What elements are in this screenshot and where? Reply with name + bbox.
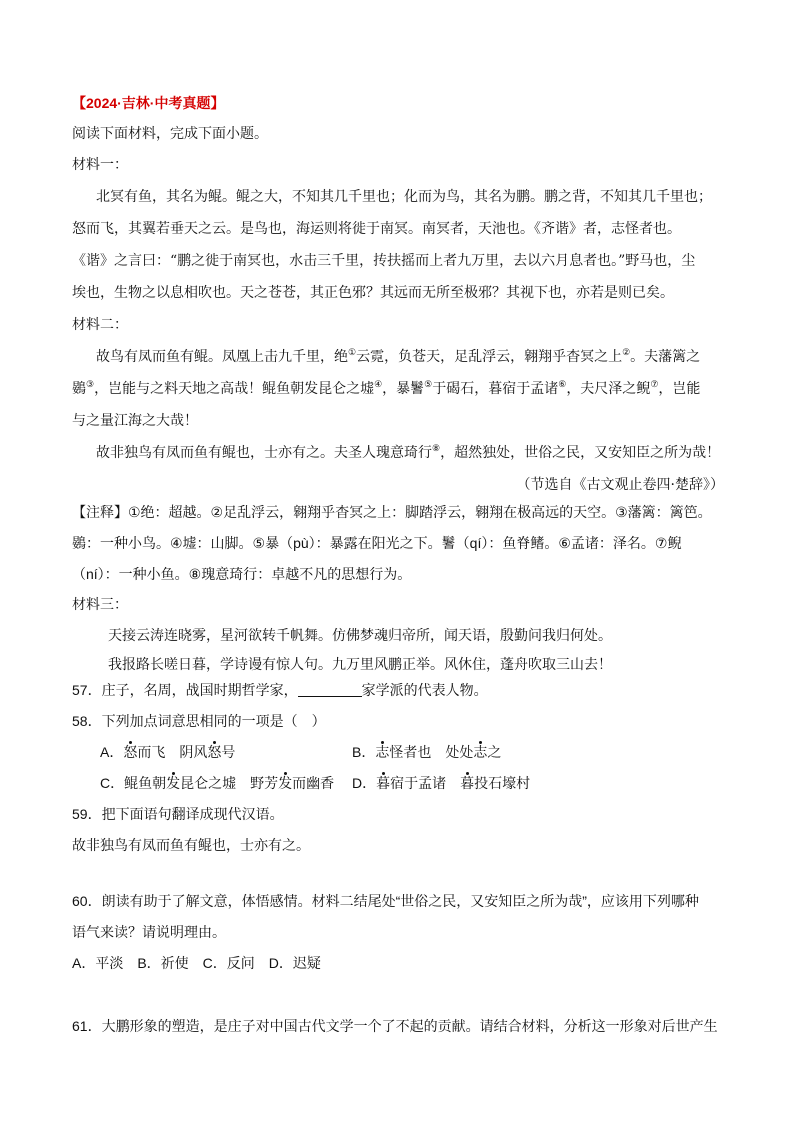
dotted-char: 暮 [460, 775, 475, 791]
text-run: 鷃 [72, 381, 86, 397]
option-c[interactable] [100, 773, 334, 793]
material2-line [72, 379, 700, 399]
footnote-mark: ⑧ [432, 444, 441, 454]
notes-line: 鷃：一种小鸟。④墟：山脚。⑤暴（pù）：暴露在阳光之下。鬐（qí）：鱼脊鳍。⑥孟诸：泽名。⑦鲵 [72, 535, 682, 551]
text-run: ，岂能 [658, 381, 701, 397]
text-run: 宿于孟诸 [390, 775, 447, 791]
text-run: 于碣石，暮宿于孟诸 [432, 381, 559, 397]
dotted-char: 志 [473, 744, 488, 760]
footnote-mark: ① [348, 348, 357, 358]
text-run: 而飞 [137, 744, 166, 760]
question-61: 61．大鹏形象的塑造，是庄子对中国古代文学一个了不起的贡献。请结合材料，分析这一形象对后世产生 [72, 1018, 718, 1034]
material3-label: 材料三： [72, 597, 128, 613]
notes-line: 【注释】①绝：超越。②足乱浮云，翱翔乎杳冥之上：脚踏浮云，翱翔在极高远的天空。③藩篱：篱笆。 [72, 504, 712, 520]
option-label: D． [352, 775, 377, 791]
text-run: 阴风 [179, 744, 208, 760]
text-run: 鲲鱼朝 [124, 775, 167, 791]
footnote-mark: ④ [374, 380, 383, 390]
material2-line [96, 443, 720, 463]
dotted-char: 志 [375, 744, 390, 760]
question-60-line2: 语气来读？请说明理由。 [72, 924, 226, 940]
option-label: A． [100, 744, 124, 760]
text-run: 故鸟有凤而鱼有鲲。凤凰上击九千里，绝 [96, 349, 348, 365]
answer-blank[interactable] [298, 682, 362, 697]
dotted-char: 怒 [123, 744, 138, 760]
option-b[interactable] [352, 742, 501, 762]
text-run: ，岂能与之料天地之高哉！鲲鱼朝发昆仑之墟 [94, 381, 375, 397]
material1-line: 埃也，生物之以息相吹也。天之苍苍，其正色邪？其远而无所至极邪？其视下也，亦若是则已矣。 [72, 285, 674, 301]
footnote-mark: ② [622, 348, 631, 358]
dotted-char: 暮 [376, 775, 391, 791]
question-59-sentence: 故非独鸟有凤而鱼有鲲也，士亦有之。 [72, 837, 310, 853]
text-run: ，夫尺泽之鲵 [566, 381, 651, 397]
notes-line: （ní）：一种小鱼。⑧瑰意琦行：卓越不凡的思想行为。 [72, 566, 412, 582]
text-run: 之 [487, 744, 502, 760]
material1-line: 怒而飞，其翼若垂天之云。是鸟也，海运则将徙于南冥。南冥者，天池也。《齐谐》者，志怪者也。 [72, 221, 681, 237]
material2-line [96, 347, 700, 367]
text-run: 投石壕村 [474, 775, 531, 791]
question-60-options[interactable]: A．平淡 B．祈使 C．反问 D．迟疑 [72, 955, 321, 971]
footnote-mark: ③ [86, 380, 95, 390]
text-run: 57．庄子，名周，战国时期哲学家， [72, 682, 298, 698]
footnote-mark: ⑥ [558, 380, 567, 390]
text-run: 。夫藩篱之 [630, 349, 701, 365]
text-run: 而幽香 [292, 775, 335, 791]
material3-line: 天接云涛连晓雾，星河欲转千帆舞。仿佛梦魂归帝所，闻天语，殷勤问我归何处。 [108, 628, 612, 644]
dotted-char: 发 [166, 775, 181, 791]
material1-label: 材料一： [72, 157, 128, 173]
material3-line: 我报路长嗟日暮，学诗谩有惊人句。九万里风鹏正举。风休住，蓬舟吹取三山去！ [108, 657, 612, 673]
text-run: 故非独鸟有凤而鱼有鲲也，士亦有之。夫圣人瑰意琦行 [96, 445, 432, 461]
instruction: 阅读下面材料，完成下面小题。 [72, 126, 268, 142]
option-a[interactable] [100, 742, 235, 762]
material1-line: 北冥有鱼，其名为鲲。鲲之大，不知其几千里也；化而为鸟，其名为鹏。鹏之背，不知其几千里也； [96, 189, 712, 205]
question-57 [72, 680, 488, 700]
footnote-mark: ⑤ [424, 380, 433, 390]
option-d[interactable] [352, 773, 530, 793]
material1-line: 《谐》之言曰：“鹏之徙于南冥也，水击三千里，抟扶摇而上者九万里，去以六月息者也。”野马也，尘 [72, 253, 696, 269]
question-59: 59．把下面语句翻译成现代汉语。 [72, 806, 284, 822]
exam-tag: 【2024·吉林·中考真题】 [72, 95, 225, 111]
text-run: ，超然独处，世俗之民，又安知臣之所为哉！ [440, 445, 721, 461]
text-run: 号 [221, 744, 236, 760]
text-run: 云霓，负苍天，足乱浮云，翱翔乎杳冥之上 [356, 349, 623, 365]
footnote-mark: ⑦ [650, 380, 659, 390]
option-label: C． [100, 775, 125, 791]
material2-label: 材料二： [72, 317, 128, 333]
question-58: 58．下列加点词意思相同的一项是（ ） [72, 713, 326, 729]
text-run: 昆仑之墟 [180, 775, 237, 791]
material2-source: （节选自《古文观止卷四·楚辞》） [516, 477, 724, 493]
material2-line: 与之量江海之大哉！ [72, 413, 198, 429]
text-run: 家学派的代表人物。 [361, 682, 488, 698]
dotted-char: 怒 [207, 744, 222, 760]
dotted-char: 发 [278, 775, 293, 791]
exam-source-tag [72, 93, 224, 114]
text-run: 处处 [445, 744, 474, 760]
text-run: 野芳 [250, 775, 279, 791]
text-run: ，暴鬐 [382, 381, 425, 397]
text-run: 怪者也 [389, 744, 432, 760]
question-60: 60．朗读有助于了解文意，体悟感情。材料二结尾处“世俗之民，又安知臣之所为哉”，应该用下列哪种 [72, 893, 699, 909]
option-label: B． [352, 744, 376, 760]
